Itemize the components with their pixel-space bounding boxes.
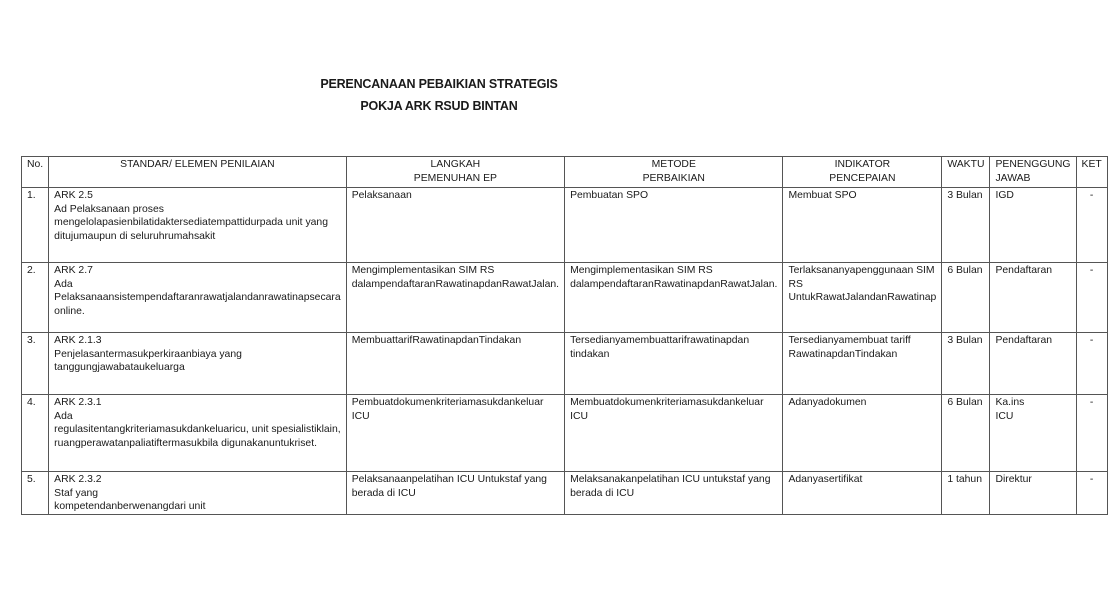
document-title: PERENCANAAN PEBAIKIAN STRATEGIS <box>320 77 558 91</box>
cell-waktu: 1 tahun <box>942 472 990 515</box>
cell-indikator: Terlaksananyapenggunaan SIM RS UntukRawatJalandanRawatinap <box>783 263 942 333</box>
cell-metode: Pembuatan SPO <box>565 188 783 263</box>
cell-indikator: Adanyadokumen <box>783 395 942 472</box>
table-header-row <box>22 157 1108 188</box>
cell-standar: ARK 2.3.2 Staf yang kompetendanberwenangdari unit <box>49 472 347 515</box>
table-row <box>22 395 1108 472</box>
cell-langkah: Pelaksanaan <box>346 188 564 263</box>
cell-langkah: Pelaksanaanpelatihan ICU Untukstaf yang berada di ICU <box>346 472 564 515</box>
cell-waktu: 6 Bulan <box>942 263 990 333</box>
cell-no: 4. <box>22 395 49 472</box>
cell-waktu: 3 Bulan <box>942 188 990 263</box>
cell-waktu: 6 Bulan <box>942 395 990 472</box>
cell-standar: ARK 2.7 Ada Pelaksanaansistempendaftaranrawatjalandanrawatinapsecara online. <box>49 263 347 333</box>
cell-metode: Tersedianyamembuattarifrawatinapdan tindakan <box>565 333 783 395</box>
cell-metode: Mengimplementasikan SIM RS dalampendaftaranRawatinapdanRawatJalan. <box>565 263 783 333</box>
cell-no: 2. <box>22 263 49 333</box>
cell-ket: - <box>1076 188 1107 263</box>
strategic-plan-table <box>21 156 1108 515</box>
header-indikator: INDIKATOR PENCEPAIAN <box>783 157 942 188</box>
cell-no: 3. <box>22 333 49 395</box>
document-subtitle: POKJA ARK RSUD BINTAN <box>360 99 518 113</box>
cell-penanggung-jawab: Pendaftaran <box>990 333 1076 395</box>
header-waktu: WAKTU <box>942 157 990 188</box>
cell-metode: Melaksanakanpelatihan ICU untukstaf yang berada di ICU <box>565 472 783 515</box>
cell-waktu: 3 Bulan <box>942 333 990 395</box>
header-standar: STANDAR/ ELEMEN PENILAIAN <box>49 157 347 188</box>
header-langkah: LANGKAH PEMENUHAN EP <box>346 157 564 188</box>
cell-no: 1. <box>22 188 49 263</box>
header-ket: KET <box>1076 157 1107 188</box>
table-row <box>22 472 1108 515</box>
header-metode: METODE PERBAIKIAN <box>565 157 783 188</box>
table-row <box>22 188 1108 263</box>
cell-penanggung-jawab: Direktur <box>990 472 1076 515</box>
cell-langkah: MembuattarifRawatinapdanTindakan <box>346 333 564 395</box>
cell-penanggung-jawab: IGD <box>990 188 1076 263</box>
cell-langkah: Mengimplementasikan SIM RS dalampendaftaranRawatinapdanRawatJalan. <box>346 263 564 333</box>
cell-penanggung-jawab: Pendaftaran <box>990 263 1076 333</box>
header-no: No. <box>22 157 49 188</box>
table-row <box>22 263 1108 333</box>
header-penanggung-jawab: PENENGGUNG JAWAB <box>990 157 1076 188</box>
cell-ket: - <box>1076 472 1107 515</box>
cell-ket: - <box>1076 333 1107 395</box>
cell-indikator: Tersedianyamembuat tariff RawatinapdanTindakan <box>783 333 942 395</box>
cell-standar: ARK 2.5 Ad Pelaksanaan proses mengelolapasienbilatidaktersediatempattidurpada unit yang ditujumaupun di seluruhrumahsakit <box>49 188 347 263</box>
cell-penanggung-jawab: Ka.ins ICU <box>990 395 1076 472</box>
table-row <box>22 333 1108 395</box>
cell-indikator: Adanyasertifikat <box>783 472 942 515</box>
cell-metode: Membuatdokumenkriteriamasukdankeluar ICU <box>565 395 783 472</box>
cell-no: 5. <box>22 472 49 515</box>
cell-langkah: Pembuatdokumenkriteriamasukdankeluar ICU <box>346 395 564 472</box>
cell-standar: ARK 2.3.1 Ada regulasitentangkriteriamasukdankeluaricu, unit spesialistiklain, ruangperawatanpaliatiftermasukbila digunakanuntukriset. <box>49 395 347 472</box>
cell-ket: - <box>1076 395 1107 472</box>
cell-standar: ARK 2.1.3 Penjelasantermasukperkiraanbiaya yang tanggungjawabataukeluarga <box>49 333 347 395</box>
cell-indikator: Membuat SPO <box>783 188 942 263</box>
cell-ket: - <box>1076 263 1107 333</box>
